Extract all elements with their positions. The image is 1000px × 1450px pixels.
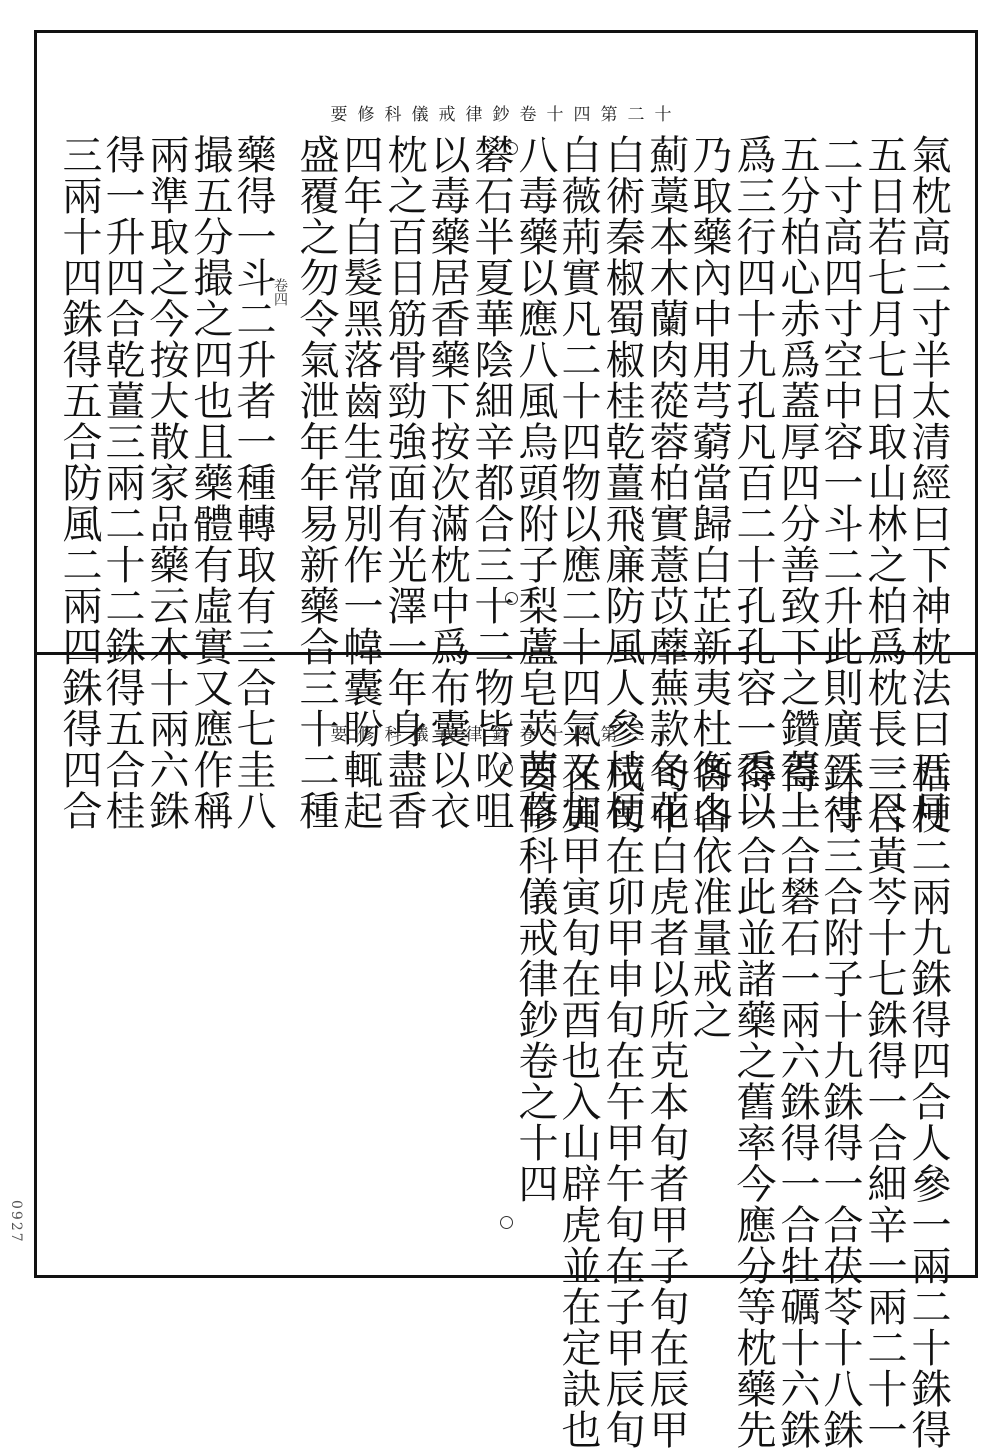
bottom-page-header: 要修科儀戒律鈔卷十四第三十 [330,725,682,745]
text-column: 八毒藥以應八風烏頭附子梨蘆皂莢茵草 [512,134,558,831]
side-page-number: 0927 [8,1200,24,1244]
text-column: 白薇荊實凡二十四物以應二十四氣又加 [555,134,601,831]
text-column: 爲三行四十九孔凡百二十孔孔容一黍以 [730,134,776,831]
text-column: 礬石半夏華陰細辛都合三十二物皆㕮咀 [468,134,514,831]
text-column: 藥得一斗二升者一種轉取有三合七圭八 [230,134,276,831]
text-column: 得一合礬石一兩六銖得一合牡礪十六銖 [774,753,820,1450]
text-column: 戌旬在卯甲申旬在午甲午旬在子甲辰旬 [599,753,645,1450]
text-column: 枕之百日筋骨勁強面有光澤一年身盡香 [381,134,427,831]
text-column: 桔梗二兩九銖得四合人參一兩二十銖得 [905,753,951,1450]
text-column: 五日若七月七日取山林之柏爲枕長一尺 [861,134,907,831]
text-column: 旬中白虎者以所克本旬者甲子旬在辰甲 [643,753,689,1450]
page-mark: 卷四 [272,278,288,306]
text-column: 四年白髮黑落齒生常別作一幃囊盼輒起 [337,134,383,831]
bottom-page [40,658,972,1450]
text-column: 得一升四合乾薑三兩二十二銖得五合桂 [99,134,145,831]
text-column: 撮五分撮之四也且藥體有虛實又應作稱 [187,134,233,831]
top-page-header: 要修科儀戒律鈔卷十四第二十 [330,105,682,125]
text-column: 以毒藥居香藥下按次滿枕中爲布囊以衣 [424,134,470,831]
text-column: 銖得三合附子十九銖得一合茯苓十八銖 [817,753,863,1450]
text-column: 二寸高四寸空中容一斗二升此則廣三寸 [817,134,863,831]
text-column: 得一合此並諸藥之舊率今應分等枕藥先 [730,753,776,1450]
text-column: 五分柏心赤爲蓋厚四分善致下之鑽蓋上 [774,134,820,831]
text-column: 三合黃芩十七銖得一合細辛一兩二十一 [861,753,907,1450]
text-column: 各各依准量戒之 [686,753,732,1040]
text-column: 氣枕高二寸半太清經曰下神枕法曰五月 [905,134,951,831]
text-column: 薊藁本木蘭肉蓯蓉柏實薏苡蘼蕪款冬花 [643,134,689,831]
text-column: 兩準取之今按大散家品藥云木十兩六銖 [143,134,189,831]
text-column: 盛覆之勿令氣泄年年易新藥合三十二種 [293,134,339,831]
text-column: 乃取藥內中用芎藭當歸白芷新夷杜衡山 [686,134,732,831]
text-column: 三兩十四銖得五合防風二兩四銖得四合 [56,134,102,831]
punch-mark-icon [500,1216,513,1229]
text-column: 在寅甲寅旬在酉也入山辟虎並在定訣也 [555,753,601,1450]
text-column: 要修科儀戒律鈔卷之十四 [512,753,558,1204]
text-column: 白術秦椒蜀椒桂乾薑飛廉防風人參桔梗 [599,134,645,831]
